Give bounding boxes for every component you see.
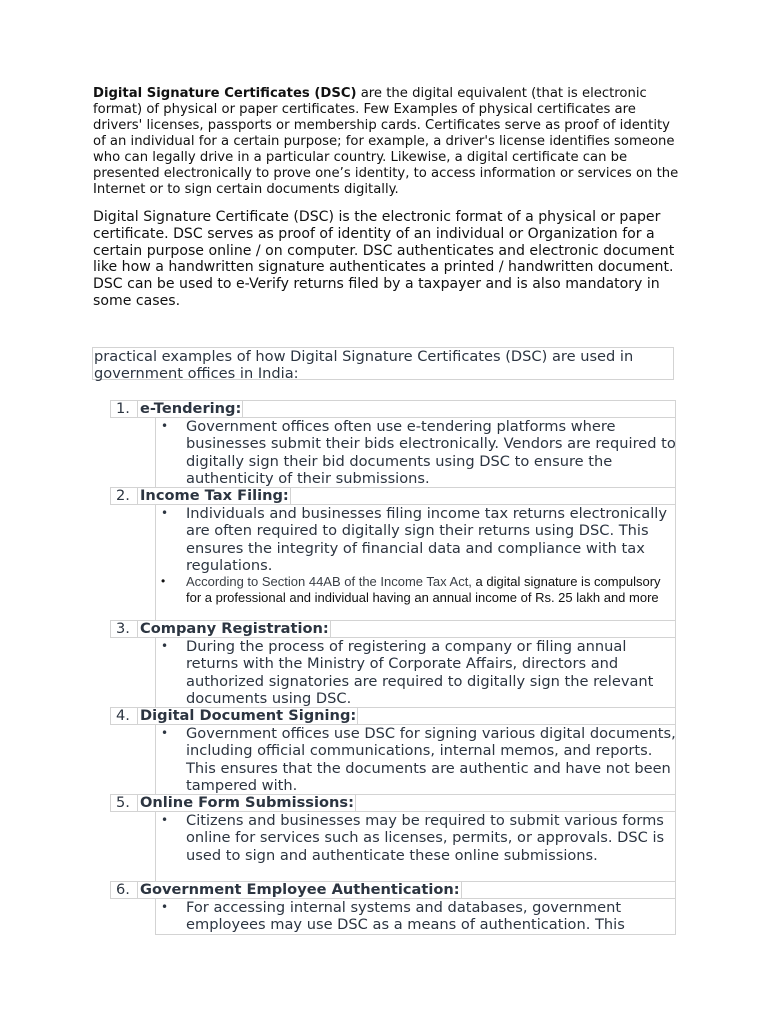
bullet-icon: • <box>161 726 169 740</box>
list-item-section-44ab <box>156 574 676 605</box>
section-body-digital-document-signing <box>155 725 676 795</box>
bullet-icon: • <box>161 900 169 914</box>
list-item <box>156 638 676 707</box>
list-item <box>156 505 676 574</box>
section-number: 1. <box>116 400 130 417</box>
dsc-definition-text: are the digital equivalent (that is electronic format) of physical or paper certificates. Few Examples of physical certificates are drivers' licenses, passports or membership cards. Certificates serve as proof of identity of an individual for a certain purpose; for example, a driver's license identifies someone who can legally drive in a particular country. Likewise, a digital certificate can be presented electronically to prove one’s identity, to access information or services on the Internet or to sign certain documents digitally. <box>93 86 679 197</box>
list-item <box>156 899 676 934</box>
bullet-icon: • <box>161 813 169 827</box>
list-item <box>156 812 676 864</box>
section-title: Online Form Submissions: <box>137 795 356 811</box>
list-item <box>156 418 676 487</box>
section-title: Government Employee Authentication: <box>137 882 462 898</box>
section-number: 4. <box>116 707 130 724</box>
section-body-government-employee-authentication <box>155 899 676 935</box>
bullet-icon: • <box>161 419 169 433</box>
section-heading-company-registration <box>110 620 676 638</box>
list-item-text: Government offices use DSC for signing various digital documents, including official communications, internal memos, and reports. This ensures that the documents are authentic and have not been tampered with. <box>186 725 676 794</box>
list-item-text: During the process of registering a company or filing annual returns with the Ministry of Corporate Affairs, directors and authorized signatories are required to digitally sign the relevant documents using DSC. <box>186 638 654 707</box>
bullet-icon: • <box>161 506 169 520</box>
section-number: 5. <box>116 794 130 811</box>
bullet-icon: • <box>161 574 166 589</box>
section-heading-online-form-submissions <box>110 794 676 812</box>
dsc-term-bold: Digital Signature Certificates (DSC) <box>93 86 357 101</box>
section-heading-income-tax-filing <box>110 487 676 505</box>
list-item-text: Citizens and businesses may be required to submit various forms online for services such as licenses, permits, or approvals. DSC is used to sign and authenticate these online submissions. <box>186 812 665 864</box>
section-body-income-tax-filing <box>155 505 676 621</box>
section-title: Digital Document Signing: <box>137 708 358 724</box>
section-body-e-tendering <box>155 418 676 488</box>
note-rest-text: a digital signature is compulsory for a professional and individual having an annual income of Rs. 25 lakh and more <box>186 574 661 605</box>
examples-intro-box: practical examples of how Digital Signature Certificates (DSC) are used in government offices in India: <box>92 347 674 380</box>
list-item <box>156 725 676 794</box>
section-number: 2. <box>116 487 130 504</box>
list-item-text: For accessing internal systems and databases, government employees may use DSC as a means of authentication. This <box>186 899 625 934</box>
list-item-text: Individuals and businesses filing income tax returns electronically are often required to digitally sign their returns using DSC. This ensures the integrity of financial data and compliance with tax regulations. <box>186 505 667 574</box>
section-title: Income Tax Filing: <box>137 488 291 504</box>
section-heading-government-employee-authentication <box>110 881 676 899</box>
list-item-text: Government offices often use e-tendering platforms where businesses submit their bids electronically. Vendors are required to digitally sign their bid documents using DSC to ensure the authenticity of their submissions. <box>186 418 676 487</box>
section-heading-e-tendering <box>110 400 676 418</box>
dsc-definition-paragraph <box>93 86 683 198</box>
section-title: Company Registration: <box>137 621 331 637</box>
section-body-company-registration <box>155 638 676 708</box>
section-heading-digital-document-signing <box>110 707 676 725</box>
dsc-description-paragraph: Digital Signature Certificate (DSC) is the electronic format of a physical or paper certificate. DSC serves as proof of identity of an individual or Organization for a certain purpose online / on computer. DSC authenticates and electronic document like how a handwritten signature authenticates a printed / handwritten document. DSC can be used to e-Verify returns filed by a taxpayer and is also mandatory in some cases. <box>93 209 675 309</box>
section-number: 3. <box>116 620 130 637</box>
bullet-icon: • <box>161 639 169 653</box>
section-title: e-Tendering: <box>137 401 243 417</box>
note-lead-text: According to Section 44AB of the Income Tax Act, <box>186 574 472 590</box>
section-body-online-form-submissions <box>155 812 676 882</box>
section-number: 6. <box>116 881 130 898</box>
